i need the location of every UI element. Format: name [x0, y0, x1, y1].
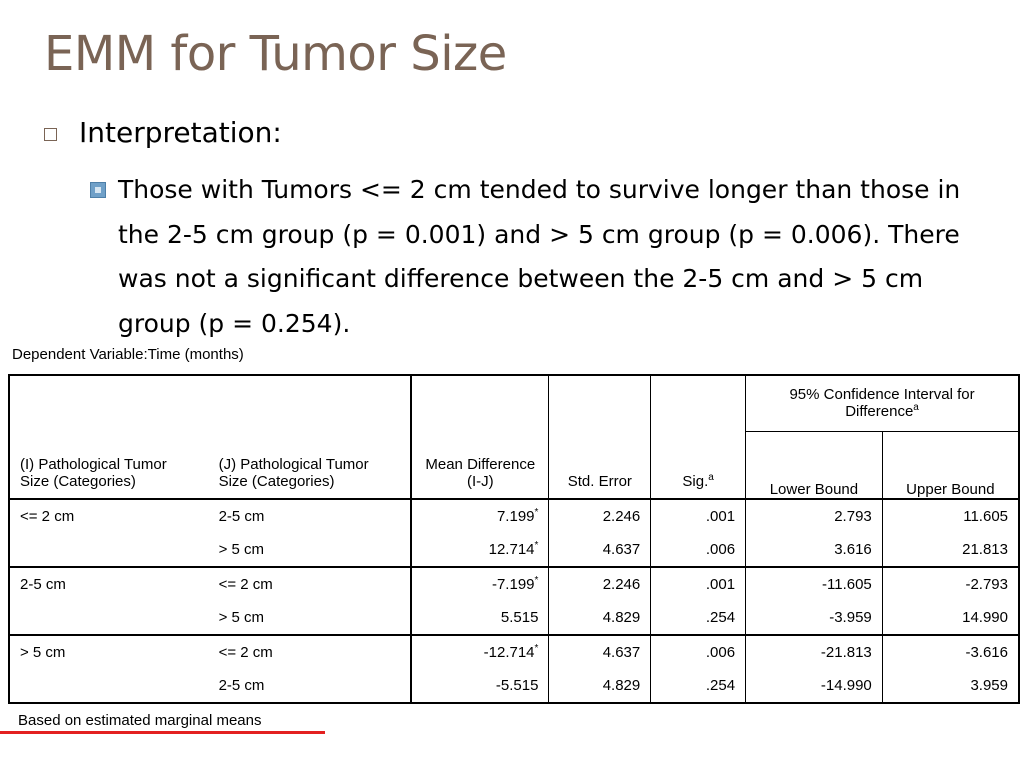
cell-i-group: > 5 cm	[9, 635, 209, 669]
cell-std-error: 4.637	[549, 533, 651, 567]
ci-footnote-marker: a	[913, 402, 919, 414]
table-row	[9, 669, 1019, 703]
red-underline	[0, 731, 325, 734]
table-footnote: Based on estimated marginal means	[18, 712, 262, 729]
cell-std-error: 4.637	[549, 635, 651, 669]
cell-upper-bound: -2.793	[882, 567, 1019, 601]
bullet-level-1	[44, 116, 282, 149]
cell-j-group: 2-5 cm	[218, 677, 265, 694]
slide-title: EMM for Tumor Size	[44, 26, 507, 82]
header-mean-difference: Mean Difference (I-J)	[411, 375, 549, 499]
header-std-error: Std. Error	[549, 375, 651, 499]
cell-j-group: <= 2 cm	[209, 567, 412, 601]
cell-lower-bound: -11.605	[746, 567, 883, 601]
cell-j-group: <= 2 cm	[209, 635, 412, 669]
cell-lower-bound: 2.793	[746, 499, 883, 533]
significance-star: *	[534, 643, 539, 654]
cell-sig: .001	[651, 567, 746, 601]
significance-star: *	[534, 507, 539, 518]
cell-j-group: > 5 cm	[218, 541, 265, 558]
bullet-level-2	[90, 170, 995, 346]
cell-sig: .001	[651, 499, 746, 533]
significance-star: *	[534, 575, 539, 586]
table-row	[9, 635, 1019, 669]
significance-star: *	[534, 540, 539, 551]
header-sig: Sig.$^a$	[651, 375, 746, 499]
cell-sig: .006	[651, 635, 746, 669]
cell-i-group	[9, 601, 209, 635]
table-row	[9, 567, 1019, 601]
cell-std-error: 4.829	[549, 669, 651, 703]
cell-std-error: 4.829	[549, 601, 651, 635]
cell-upper-bound: 3.959	[882, 669, 1019, 703]
cell-upper-bound: 11.605	[882, 499, 1019, 533]
cell-sig: .254	[651, 669, 746, 703]
filled-square-bullet-icon	[90, 182, 106, 198]
cell-sig: .006	[651, 533, 746, 567]
header-i-group: (I) Pathological Tumor Size (Categories)	[20, 456, 167, 490]
cell-mean-difference: -7.199*	[411, 567, 549, 601]
cell-i-group: 2-5 cm	[9, 567, 209, 601]
cell-mean-difference: -5.515	[411, 669, 549, 703]
cell-upper-bound: 21.813	[882, 533, 1019, 567]
header-upper-bound: Upper Bound	[882, 431, 1019, 499]
cell-j-group: > 5 cm	[218, 609, 265, 626]
pairwise-comparisons-table	[8, 374, 1020, 704]
cell-mean-difference: 7.199*	[411, 499, 549, 533]
header-j-group: (J) Pathological Tumor Size (Categories)	[218, 456, 369, 490]
cell-lower-bound: -21.813	[746, 635, 883, 669]
cell-upper-bound: -3.616	[882, 635, 1019, 669]
cell-i-group	[9, 669, 209, 703]
header-lower-bound: Lower Bound	[746, 431, 883, 499]
cell-lower-bound: -3.959	[746, 601, 883, 635]
bullet-2-text: Those with Tumors <= 2 cm tended to survive longer than those in the 2-5 cm group (p = 0.001) and > 5 cm group (p = 0.006). There was not a significant difference between the 2-5 cm and > 5 cm group (p = 0.254).	[118, 175, 961, 338]
cell-std-error: 2.246	[549, 499, 651, 533]
hollow-square-bullet-icon	[44, 128, 57, 141]
table-row	[9, 499, 1019, 533]
cell-lower-bound: 3.616	[746, 533, 883, 567]
cell-std-error: 2.246	[549, 567, 651, 601]
cell-lower-bound: -14.990	[746, 669, 883, 703]
table-row	[9, 601, 1019, 635]
cell-i-group: <= 2 cm	[20, 508, 75, 525]
cell-mean-difference: 5.515	[411, 601, 549, 635]
cell-mean-difference: -12.714*	[411, 635, 549, 669]
cell-sig: .254	[651, 601, 746, 635]
cell-upper-bound: 14.990	[882, 601, 1019, 635]
bullet-1-text: Interpretation:	[79, 116, 282, 149]
cell-i-group	[9, 533, 209, 567]
table-row	[9, 533, 1019, 567]
dependent-variable-label: Dependent Variable:Time (months)	[12, 346, 244, 363]
cell-j-group: 2-5 cm	[218, 508, 265, 525]
cell-mean-difference: 12.714*	[411, 533, 549, 567]
header-confidence-interval: 95% Confidence Interval for Difference$^a$	[746, 375, 1019, 431]
sig-footnote-marker: a	[708, 472, 714, 483]
